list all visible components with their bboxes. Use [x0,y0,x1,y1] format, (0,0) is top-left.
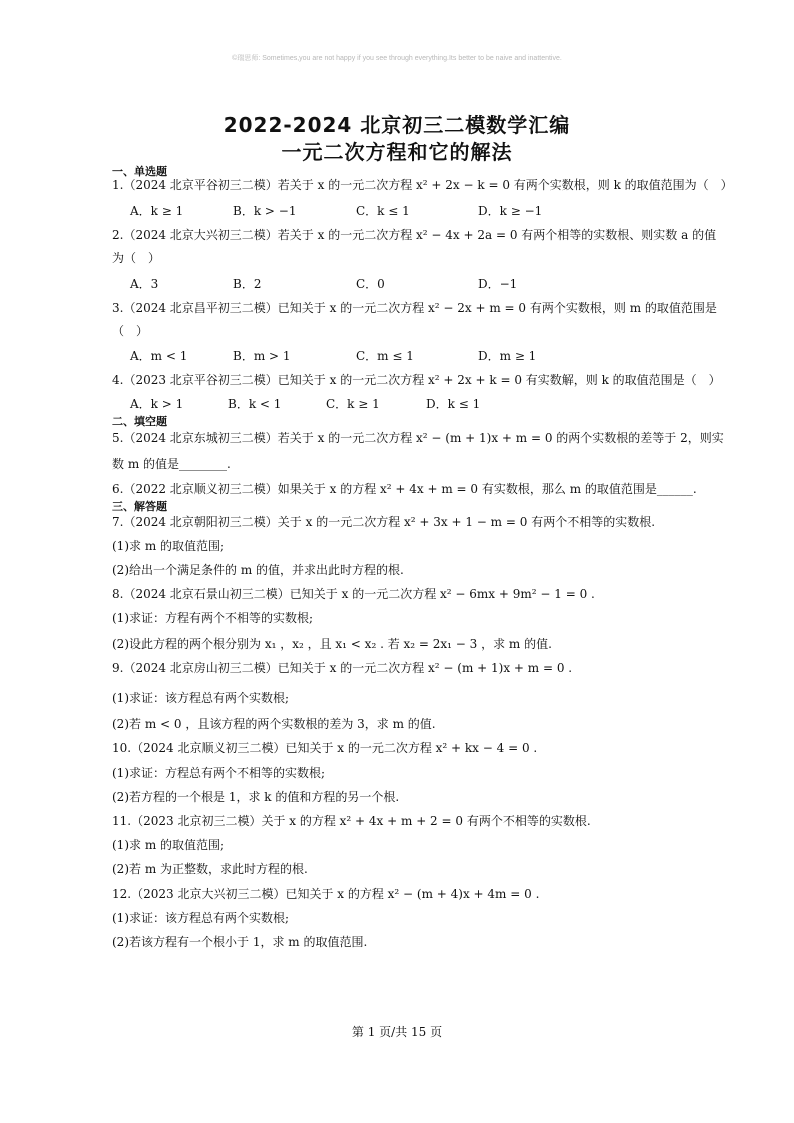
question-3: 3.（2024 北京昌平初三二模）已知关于 x 的一元二次方程 x² − 2x + m = 0 有两个实数根，则 m 的取值范围是 [112,301,717,315]
option-a: A．3 [130,277,159,291]
question-4: 4.（2023 北京平谷初三二模）已知关于 x 的一元二次方程 x² + 2x + k = 0 有实数解，则 k 的取值范围是（ ） [112,373,721,387]
question-3-cont: （ ） [112,324,149,338]
option-b: B．2 [233,277,262,291]
question-12-part-1: (1)求证：该方程总有两个实数根; [112,911,290,925]
question-5: 5.（2024 北京东城初三二模）若关于 x 的一元二次方程 x² − (m + 1)x + m = 0 的两个实数根的差等于 2，则实 [112,431,724,445]
question-8-part-2: (2)设此方程的两个根分别为 x₁ ，x₂ ，且 x₁ < x₂ . 若 x₂ = 2x₁ − 3 ，求 m 的值. [112,637,552,651]
question-12-part-2: (2)若该方程有一个根小于 1，求 m 的取值范围. [112,935,368,949]
section-fill-blank: 二、填空题 [112,415,167,428]
option-b: B．k > −1 [233,204,297,218]
question-2: 2.（2024 北京大兴初三二模）若关于 x 的一元二次方程 x² − 4x + 2a = 0 有两个相等的实数根、则实数 a 的值 [112,228,717,242]
question-9-part-1: (1)求证：该方程总有两个实数根; [112,691,290,705]
question-2-cont: 为（ ） [112,251,161,265]
option-c: C．k ≤ 1 [356,204,410,218]
page-subtitle: 一元二次方程和它的解法 [281,140,513,164]
question-11: 11.（2023 北京初三二模）关于 x 的方程 x² + 4x + m + 2 = 0 有两个不相等的实数根. [112,814,591,828]
option-d: D．k ≥ −1 [478,204,543,218]
option-c: C．0 [356,277,385,291]
question-9-part-2: (2)若 m < 0 ，且该方程的两个实数根的差为 3，求 m 的值. [112,717,436,731]
option-c: C．k ≥ 1 [326,397,380,411]
option-a: A．k ≥ 1 [130,204,184,218]
question-9: 9.（2024 北京房山初三二模）已知关于 x 的一元二次方程 x² − (m + 1)x + m = 0 . [112,661,573,675]
section-answer: 三、解答题 [112,500,167,513]
question-6: 6.（2022 北京顺义初三二模）如果关于 x 的方程 x² + 4x + m = 0 有实数根，那么 m 的取值范围是______. [112,482,697,496]
question-11-part-2: (2)若 m 为正整数，求此时方程的根. [112,862,308,876]
question-8-part-1: (1)求证：方程有两个不相等的实数根; [112,611,314,625]
question-10-part-1: (1)求证：方程总有两个不相等的实数根; [112,766,326,780]
option-c: C．m ≤ 1 [356,349,414,363]
option-d: D．m ≥ 1 [478,349,537,363]
question-7: 7.（2024 北京朝阳初三二模）关于 x 的一元二次方程 x² + 3x + 1 − m = 0 有两个不相等的实数根. [112,515,656,529]
question-5-cont: 数 m 的值是________. [112,457,231,471]
section-single-choice: 一、单选题 [112,165,167,178]
option-d: D．k ≤ 1 [426,397,481,411]
option-a: A．k > 1 [130,397,184,411]
question-12: 12.（2023 北京大兴初三二模）已知关于 x 的方程 x² − (m + 4)x + 4m = 0 . [112,887,540,901]
question-7-part-2: (2)给出一个满足条件的 m 的值，并求出此时方程的根. [112,563,404,577]
option-b: B．k < 1 [228,397,282,411]
question-10: 10.（2024 北京顺义初三二模）已知关于 x 的一元二次方程 x² + kx − 4 = 0 . [112,741,538,755]
question-10-part-2: (2)若方程的一个根是 1，求 k 的值和方程的另一个根. [112,790,400,804]
question-1: 1.（2024 北京平谷初三二模）若关于 x 的一元二次方程 x² + 2x − k = 0 有两个实数根，则 k 的取值范围为（ ） [112,178,733,192]
option-a: A．m < 1 [130,349,188,363]
page-number: 第 1 页/共 15 页 [351,1025,443,1039]
option-b: B．m > 1 [233,349,291,363]
option-d: D．−1 [478,277,518,291]
page-title: 2022-2024 北京初三二模数学汇编 [223,113,571,137]
question-7-part-1: (1)求 m 的取值范围; [112,539,225,553]
question-11-part-1: (1)求 m 的取值范围; [112,838,225,852]
watermark-text: ©瑞思师: Sometimes,you are not happy if you see through everything.Its better to be naive and inattentive. [232,55,562,62]
question-8: 8.（2024 北京石景山初三二模）已知关于 x 的一元二次方程 x² − 6mx + 9m² − 1 = 0 . [112,587,595,601]
